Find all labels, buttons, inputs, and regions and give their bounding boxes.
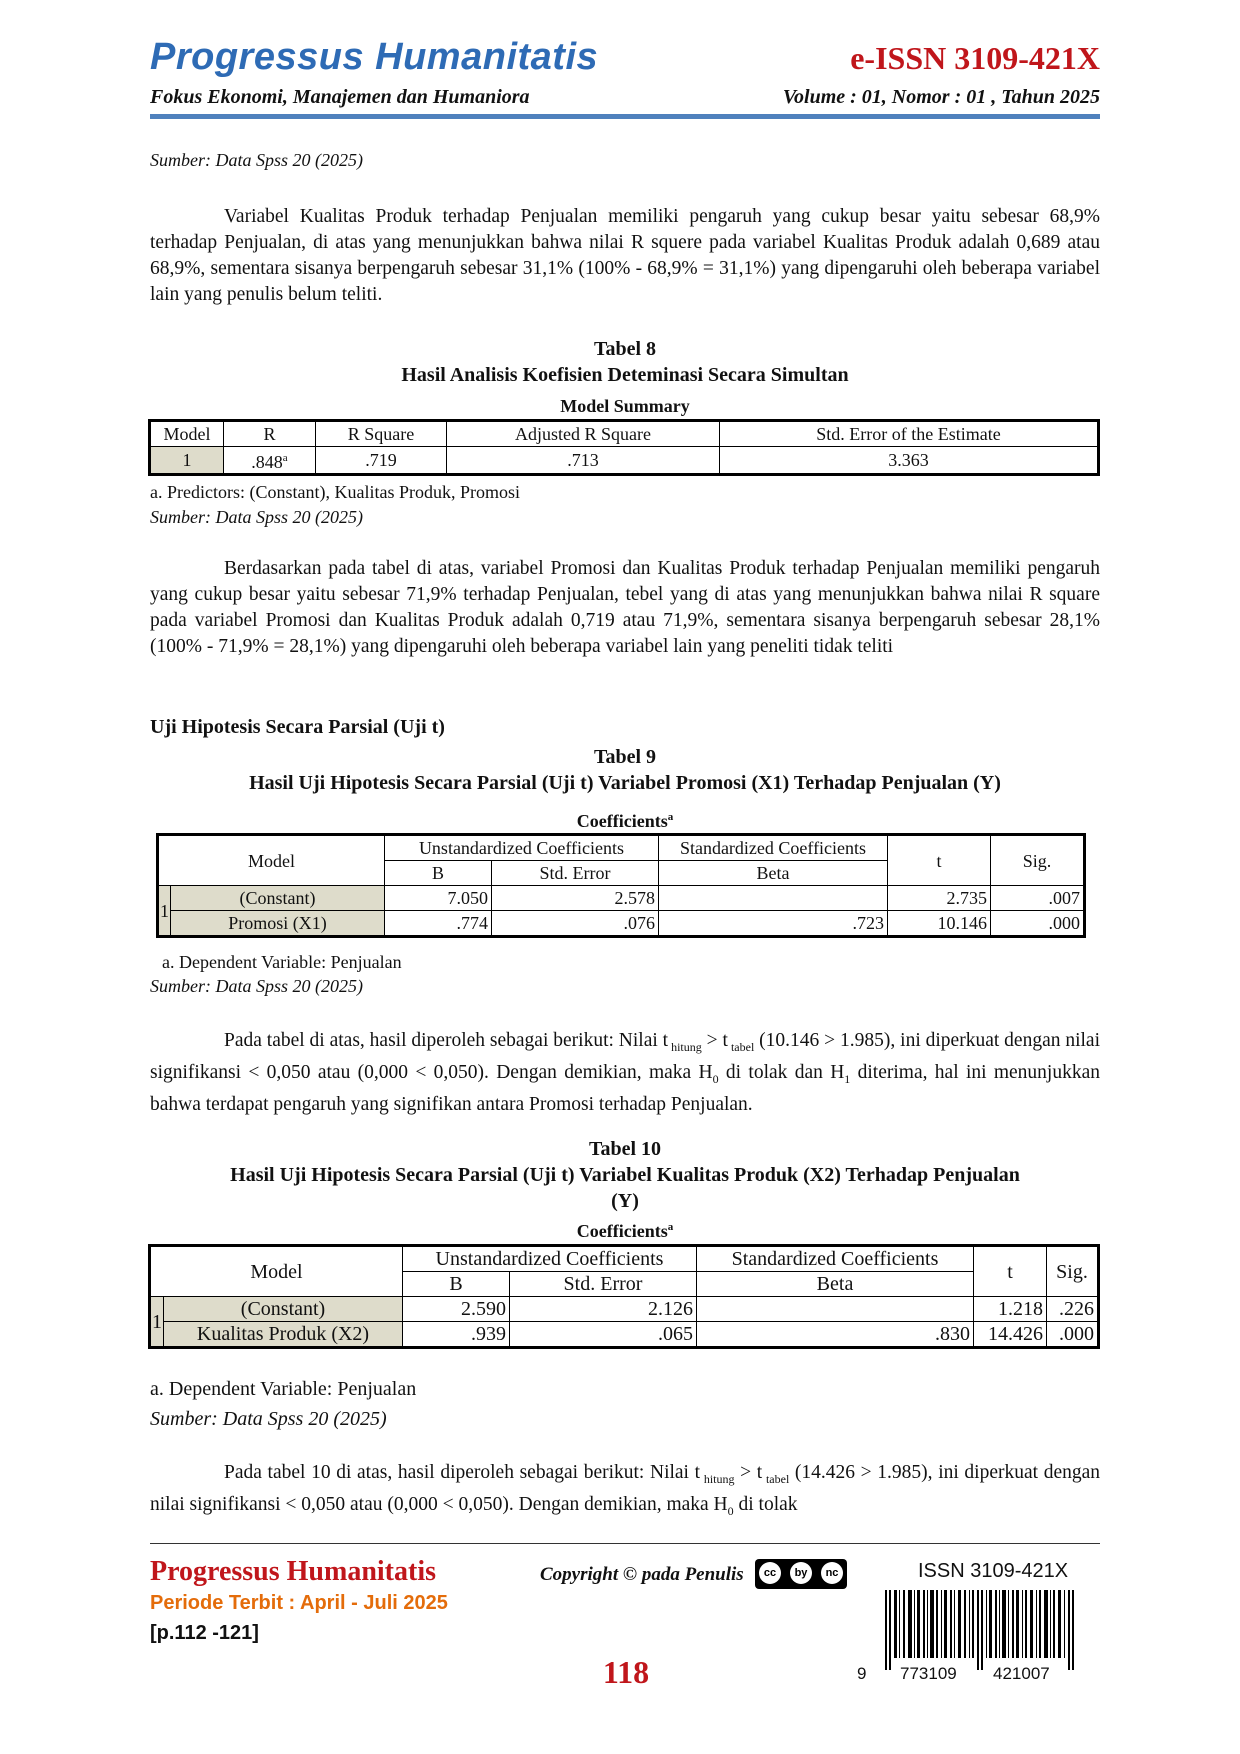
table9-cell: 10.146	[888, 911, 991, 937]
section-heading: Uji Hipotesis Secara Parsial (Uji t)	[150, 716, 445, 738]
table10-header-std: Standardized Coefficients	[697, 1246, 974, 1272]
table10-cell: .226	[1047, 1297, 1099, 1322]
table9-header-sig: Sig.	[991, 835, 1085, 886]
header-rule	[150, 114, 1100, 119]
table10-cell: .000	[1047, 1322, 1099, 1348]
table10-label: Tabel 10	[588, 1138, 662, 1160]
barcode-issn: ISSN 3109-421X	[918, 1560, 1069, 1582]
table8-label: Tabel 8	[593, 338, 657, 360]
table9-cell: .007	[991, 886, 1085, 911]
table9-cell: 2.735	[888, 886, 991, 911]
table9	[156, 833, 1086, 938]
table9-cell	[659, 886, 888, 911]
paragraph-1: Variabel Kualitas Produk terhadap Penjualan memiliki pengaruh yang cukup besar yaitu sebesar 68,9% terhadap Penjualan, di atas yang menunjukkan bahwa nilai R squere pada variabel Kualitas Produk adalah 0,689 atau 68,9%, sementara sisanya berpengaruh sebesar 31,1% (100% - 68,9% = 31,1%) yang dipengaruhi oleh beberapa variabel lain yang penulis belum teliti.	[150, 206, 1100, 305]
table10-row-label: (Constant)	[164, 1297, 403, 1322]
table10-cell	[697, 1297, 974, 1322]
table9-header-t: t	[888, 835, 991, 886]
table8-header-stderror: Std. Error of the Estimate	[720, 421, 1099, 447]
table9-header-se: Std. Error	[492, 861, 659, 886]
cc-icon: cc	[759, 1562, 781, 1584]
barcode-icon	[875, 1590, 1090, 1670]
table9-cell: 2.578	[492, 886, 659, 911]
table8-cell-model: 1	[150, 447, 224, 475]
table10-cell: 14.426	[974, 1322, 1047, 1348]
barcode-digits-left: 773109	[900, 1664, 957, 1683]
table9-cell: .000	[991, 911, 1085, 937]
table10-header-beta: Beta	[697, 1272, 974, 1297]
table8-title: Hasil Analisis Koefisien Deteminasi Secara Simultan	[401, 364, 849, 386]
table9-title: Hasil Uji Hipotesis Secara Parsial (Uji t) Variabel Promosi (X1) Terhadap Penjualan (Y)	[249, 772, 1001, 794]
table10-header-sig: Sig.	[1047, 1246, 1099, 1297]
table8-cell-rsquare: .719	[316, 447, 447, 475]
paragraph-4: Pada tabel 10 di atas, hasil diperoleh sebagai berikut: Nilai t $_{hitung}$ > t $_{tabel}$ (14.426 > 1.985), ini diperkuat dengan nilai signifikansi < 0,050 atau (0,000 < 0,050). Dengan demikian, maka $H_0$ di tolak	[150, 1462, 1101, 1518]
table10-cell: .939	[403, 1322, 510, 1348]
barcode-digit-prefix: 9	[857, 1664, 867, 1683]
table8-caption: Model Summary	[560, 396, 690, 416]
table8-header-model: Model	[150, 421, 224, 447]
table10-caption: Coefficients$^a$	[576, 1221, 674, 1241]
table8	[148, 419, 1100, 476]
table9-cell: .774	[385, 911, 492, 937]
footer-period: Periode Terbit : April - Juli 2025	[150, 1592, 448, 1614]
table8-cell-stderror: 3.363	[720, 447, 1099, 475]
table9-label: Tabel 9	[593, 746, 657, 768]
cc-nc-icon: nc	[821, 1562, 843, 1584]
footer-journal-title: Progressus Humanitatis	[150, 1556, 436, 1587]
table9-source: Sumber: Data Spss 20 (2025)	[150, 976, 363, 996]
table10-cell: 2.590	[403, 1297, 510, 1322]
paragraph-3: Pada tabel di atas, hasil diperoleh sebagai berikut: Nilai t $_{hitung}$ > t $_{tabel}$ (10.146 > 1.985), ini diperkuat dengan nilai signifikansi < 0,050 atau (0,000 < 0,050). Dengan demikian, maka $H_0$ di tolak dan $H_1$ diterima, hal ini menunjukkan bahwa terdapat pengaruh yang signifikan antara Promosi terhadap Penjualan.	[150, 1030, 1101, 1115]
table9-header-std: Standardized Coefficients	[659, 835, 888, 861]
table10-row-label: Kualitas Produk (X2)	[164, 1322, 403, 1348]
table10-title: Hasil Uji Hipotesis Secara Parsial (Uji t) Variabel Kualitas Produk (X2) Terhadap Penjualan	[230, 1164, 1020, 1186]
table10-cell: 1.218	[974, 1297, 1047, 1322]
table10-note: a. Dependent Variable: Penjualan	[150, 1378, 417, 1400]
table8-source: Sumber: Data Spss 20 (2025)	[150, 507, 363, 527]
table10-cell: 2.126	[510, 1297, 697, 1322]
page-number: 118	[602, 1654, 650, 1690]
table9-header-beta: Beta	[659, 861, 888, 886]
journal-title: Progressus Humanitatis	[150, 36, 599, 78]
table10-cell: .830	[697, 1322, 974, 1348]
footer-pages: [p.112 -121]	[150, 1622, 259, 1644]
table9-row-label: (Constant)	[171, 886, 385, 911]
table10-title-cont: (Y)	[611, 1190, 639, 1212]
table8-cell-adjusted: .713	[447, 447, 720, 475]
table9-cell: .723	[659, 911, 888, 937]
table9-row-label: Promosi (X1)	[171, 911, 385, 937]
table8-cell-r: .848$^a$	[224, 447, 316, 475]
table9-header-unstd: Unstandardized Coefficients	[385, 835, 659, 861]
paragraph-2: Berdasarkan pada tabel di atas, variabel Promosi dan Kualitas Produk terhadap Penjualan memiliki pengaruh yang cukup besar yaitu sebesar 71,9% terhadap Penjualan, tebel yang di atas yang menunjukkan bahwa nilai R square pada variabel Promosi dan Kualitas Produk adalah 0,719 atau 71,9%, sementara sisanya berpengaruh sebesar 28,1% (100% - 71,9% = 28,1%) yang dipengaruhi oleh beberapa variabel lain yang peneliti tidak teliti	[150, 558, 1100, 657]
table10-header-t: t	[974, 1246, 1047, 1297]
source-note: Sumber: Data Spss 20 (2025)	[150, 150, 363, 170]
table8-note: a. Predictors: (Constant), Kualitas Produk, Promosi	[150, 482, 520, 502]
table8-header-adjusted: Adjusted R Square	[447, 421, 720, 447]
e-issn: e-ISSN 3109-421X	[850, 40, 1100, 76]
cc-by-icon: by	[790, 1562, 812, 1584]
table10-header-unstd: Unstandardized Coefficients	[403, 1246, 697, 1272]
table8-header-rsquare: R Square	[316, 421, 447, 447]
barcode-digits-right: 421007	[993, 1664, 1050, 1683]
copyright-notice: Copyright © pada Penulis	[540, 1564, 744, 1585]
table8-header-r: R	[224, 421, 316, 447]
table10-header-b: B	[403, 1272, 510, 1297]
cc-license-icon	[755, 1559, 847, 1589]
table9-header-b: B	[385, 861, 492, 886]
table10	[148, 1244, 1100, 1349]
journal-subtitle: Fokus Ekonomi, Manajemen dan Humaniora	[150, 86, 530, 108]
table9-cell: .076	[492, 911, 659, 937]
table10-source: Sumber: Data Spss 20 (2025)	[150, 1408, 387, 1430]
table9-cell: 7.050	[385, 886, 492, 911]
table9-header-model: Model	[158, 835, 385, 886]
table9-model-num: 1	[158, 886, 171, 937]
table9-note: a. Dependent Variable: Penjualan	[162, 952, 402, 972]
table10-header-model: Model	[150, 1246, 403, 1297]
table10-cell: .065	[510, 1322, 697, 1348]
footer-rule	[150, 1543, 1100, 1544]
table10-model-num: 1	[150, 1297, 164, 1348]
table9-caption: Coefficients$^a$	[576, 811, 674, 831]
volume-info: Volume : 01, Nomor : 01 , Tahun 2025	[782, 86, 1100, 108]
table10-header-se: Std. Error	[510, 1272, 697, 1297]
